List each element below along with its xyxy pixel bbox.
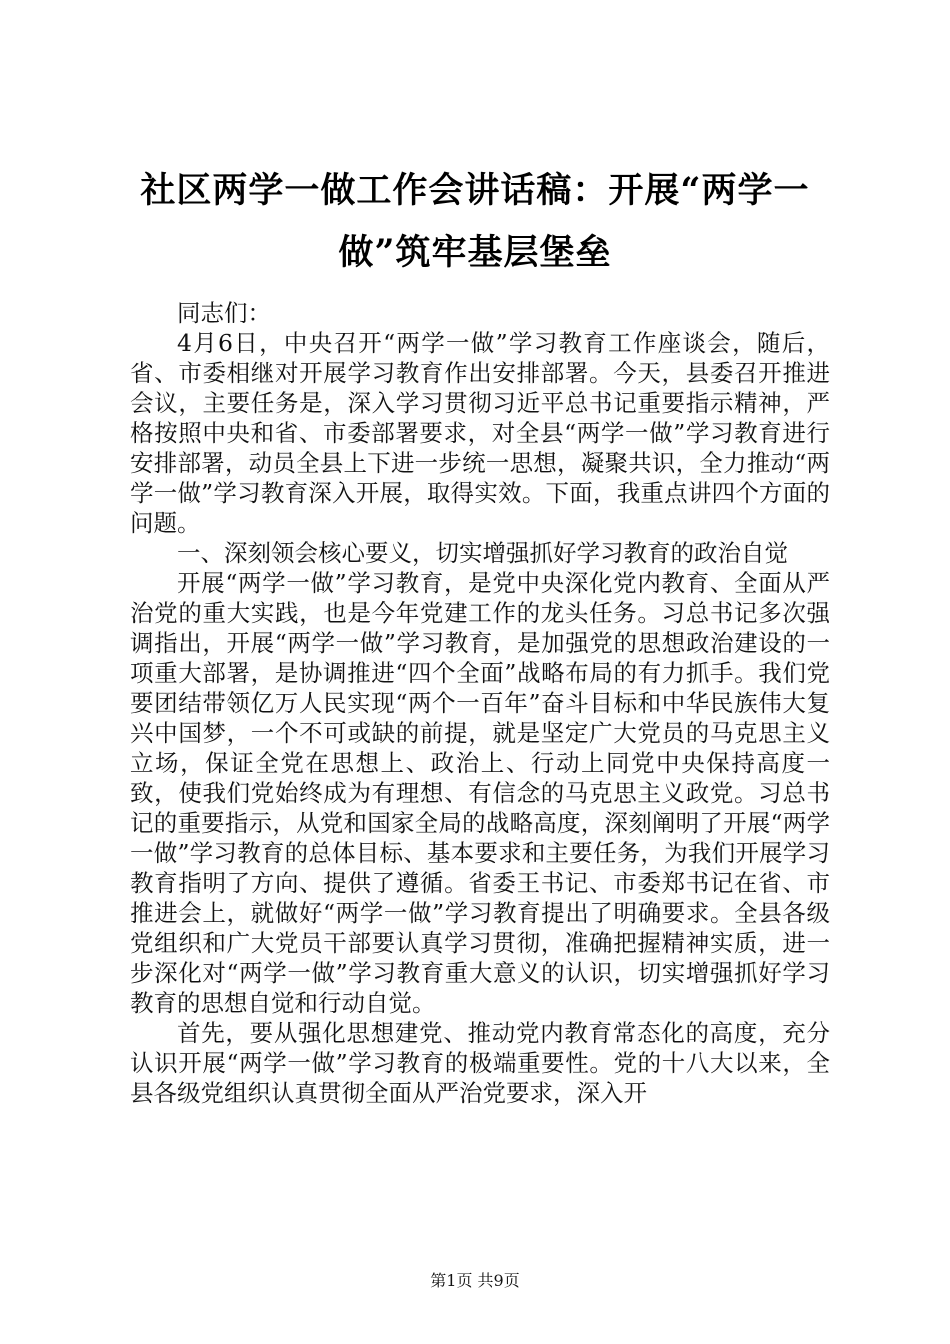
section-heading-1: 一、深刻领会核心要义，切实增强抓好学习教育的政治自觉	[177, 539, 788, 567]
paragraph-section-1: 开展“两学一做”学习教育，是党中央深化党内教育、全面从严治党的重大实践，也是今年党建工作的龙头任务。习总书记多次强调指出，开展“两学一做”学习教育，是加强党的思想政治建设的一项重大部署，是协调推进“四个全面”战略布局的有力抓手。我们党要团结带领亿万人民实现“两个一百年”奋斗目标和中华民族伟大复兴中国梦，一个不可或缺的前提，就是坚定广大党员的马克思主义立场，保证全党在思想上、政治上、行动上同党中央保持高度一致，使我们党始终成为有理想、有信念的马克思主义政党。习总书记的重要指示，从党和国家全局的战略高度，深刻阐明了开展“两学一做”学习教育的总体目标、基本要求和主要任务，为我们开展学习教育指明了方向、提供了遵循。省委王书记、市委郑书记在省、市推进会上，就做好“两学一做”学习教育提出了明确要求。全县各级党组织和广大党员干部要认真学习贯彻，准确把握精神实质，进一步深化对“两学一做”学习教育重大意义的认识，切实增强抓好学习教育的思想自觉和行动自觉。	[130, 569, 830, 1017]
document-body	[130, 298, 830, 1108]
document-title	[60, 160, 890, 284]
paragraph-first-point: 首先，要从强化思想建党、推动党内教育常态化的高度，充分认识开展“两学一做”学习教育的极端重要性。党的十八大以来，全县各级党组织认真贯彻全面从严治党要求，深入开	[130, 1019, 830, 1107]
title-line-2: 做”筑牢基层堡垒	[338, 232, 612, 273]
salutation: 同志们：	[177, 299, 271, 327]
paragraph-intro: 4月6日，中央召开“两学一做”学习教育工作座谈会，随后，省、市委相继对开展学习教育作出安排部署。今天，县委召开推进会议，主要任务是，深入学习贯彻习近平总书记重要指示精神，严格按照中央和省、市委部署要求，对全县“两学一做”学习教育进行安排部署，动员全县上下进一步统一思想，凝聚共识，全力推动“两学一做”学习教育深入开展，取得实效。下面，我重点讲四个方面的问题。	[130, 329, 830, 537]
page-footer: 第1页 共9页	[430, 1271, 520, 1290]
title-line-1: 社区两学一做工作会讲话稿：开展“两学一	[140, 170, 810, 211]
